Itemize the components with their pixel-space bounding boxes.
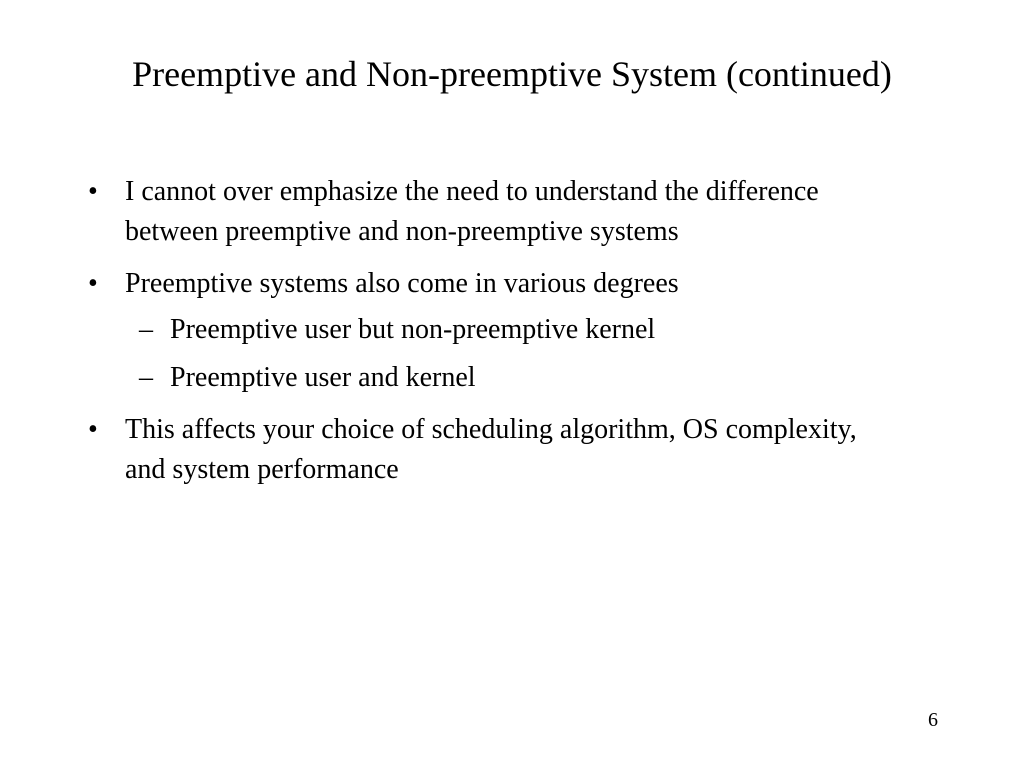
bullet-marker: •	[88, 414, 98, 445]
sub-bullet-text: Preemptive user and kernel	[170, 362, 476, 393]
sub-bullet-item	[125, 310, 878, 350]
bullet-text: Preemptive systems also come in various degrees	[125, 268, 679, 299]
bullet-item	[88, 410, 878, 490]
sub-bullet-marker: –	[139, 314, 153, 345]
slide-title: Preemptive and Non-preemptive System (continued)	[132, 54, 892, 94]
bullet-item	[88, 264, 878, 398]
page-number: 6	[928, 709, 938, 731]
bullet-list	[88, 172, 878, 502]
sub-bullet-list	[125, 310, 878, 398]
sub-bullet-text: Preemptive user but non-preemptive kernel	[170, 314, 656, 345]
bullet-item	[88, 172, 878, 252]
bullet-marker: •	[88, 268, 98, 299]
bullet-text: I cannot over emphasize the need to understand the difference between preemptive and non-preemptive systems	[125, 176, 819, 247]
sub-bullet-marker: –	[139, 362, 153, 393]
bullet-text: This affects your choice of scheduling algorithm, OS complexity, and system performance	[125, 414, 857, 485]
sub-bullet-item	[125, 358, 878, 398]
bullet-marker: •	[88, 176, 98, 207]
